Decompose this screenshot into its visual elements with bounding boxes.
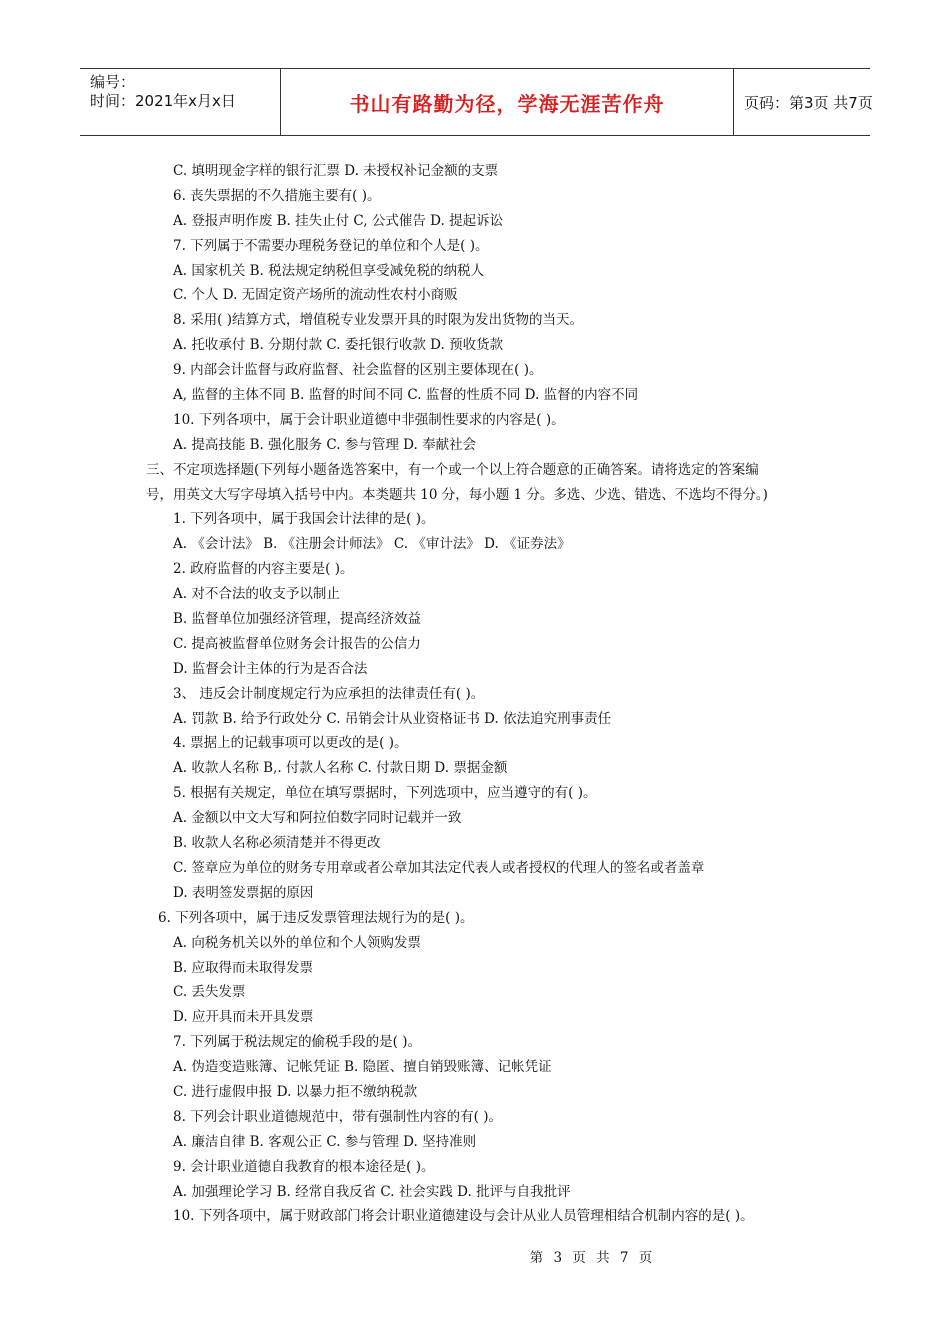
text-line: B. 应取得而未取得发票: [173, 959, 314, 976]
text-line: 1. 下列各项中，属于我国会计法律的是( )。: [173, 511, 435, 528]
text-line: C. 个人 D. 无固定资产场所的流动性农村小商贩: [173, 287, 458, 304]
text-line: A. 收款人名称 B,. 付款人名称 C. 付款日期 D. 票据金额: [173, 760, 508, 777]
text-line: 6. 下列各项中，属于违反发票管理法规行为的是( )。: [158, 909, 474, 926]
serial-number-label: 编号：: [90, 73, 136, 91]
text-line: 7. 下列属于税法规定的偷税手段的是( )。: [173, 1034, 421, 1051]
text-line: A. 向税务机关以外的单位和个人领购发票: [173, 934, 421, 951]
text-line: A. 加强理论学习 B. 经常自我反省 C. 社会实践 D. 批评与自我批评: [173, 1183, 571, 1200]
document-body: [0, 159, 950, 1229]
text-line: D. 监督会计主体的行为是否合法: [173, 660, 368, 677]
text-line: D. 表明签发票据的原因: [173, 884, 314, 901]
text-line: 9. 内部会计监督与政府监督、社会监督的区别主要体现在( )。: [173, 362, 543, 379]
text-line: 2. 政府监督的内容主要是( )。: [173, 561, 354, 578]
text-line: C. 进行虚假申报 D. 以暴力拒不缴纳税款: [173, 1083, 418, 1100]
text-line: C. 丢失发票: [173, 984, 246, 1001]
text-line: 7. 下列属于不需要办理税务登记的单位和个人是( )。: [173, 237, 489, 254]
text-line: 10. 下列各项中，属于会计职业道德中非强制性要求的内容是( )。: [173, 411, 565, 428]
text-line: B. 监督单位加强经济管理，提高经济效益: [173, 611, 422, 628]
text-line: C. 签章应为单位的财务专用章或者公章加其法定代表人或者授权的代理人的签名或者盖章: [173, 859, 705, 876]
text-line: 3、 违反会计制度规定行为应承担的法律责任有( )。: [173, 685, 485, 702]
text-line: 4. 票据上的记载事项可以更改的是( )。: [173, 735, 408, 752]
text-line: A, 监督的主体不同 B. 监督的时间不同 C. 监督的性质不同 D. 监督的内容不同: [173, 387, 639, 404]
header-info: [80, 69, 280, 135]
text-line: C. 填明现金字样的银行汇票 D. 未授权补记金额的支票: [173, 163, 499, 179]
text-line: A. 托收承付 B. 分期付款 C. 委托银行收款 D. 预收货款: [173, 337, 504, 354]
text-line: A. 提高技能 B. 强化服务 C. 参与管理 D. 奉献社会: [173, 436, 477, 453]
text-line: 10. 下列各项中，属于财政部门将会计职业道德建设与会计从业人员管理相结合机制内容的是( )。: [173, 1208, 754, 1225]
text-line: A. 金额以中文大写和阿拉伯数字同时记载并一致: [173, 810, 462, 827]
header-page-number: 页码：第3页 共7页: [744, 93, 873, 112]
text-line: 8. 下列会计职业道德规范中，带有强制性内容的有( )。: [173, 1108, 502, 1125]
text-line: C. 提高被监督单位财务会计报告的公信力: [173, 635, 421, 652]
text-line: A. 《会计法》 B. 《注册会计师法》 C. 《审计法》 D. 《证券法》: [173, 536, 571, 553]
text-line: A. 国家机关 B. 税法规定纳税但享受减免税的纳税人: [173, 262, 485, 279]
header-motto: 书山有路勤为径，学海无涯苦作舟: [280, 69, 734, 135]
page-footer: 第 3 页 共 7 页: [529, 1250, 656, 1266]
text-line: A. 廉洁自律 B. 客观公正 C. 参与管理 D. 坚持准则: [173, 1133, 477, 1150]
text-line: 9. 会计职业道德自我教育的根本途径是( )。: [173, 1158, 435, 1175]
page-header: [80, 68, 873, 136]
text-line: 号，用英文大写字母填入括号中内。本类题共 10 分，每小题 1 分。多选、少选、错选、不选均不得分。): [146, 486, 768, 503]
text-line: A. 对不合法的收支予以制止: [173, 586, 340, 603]
text-line: 6. 丧失票据的不久措施主要有( )。: [173, 187, 381, 204]
time-label: 时间：2021年x月x日: [90, 92, 236, 110]
text-line: 三、不定项选择题(下列每小题备选答案中，有一个或一个以上符合题意的正确答案。请将选定的答案编: [146, 461, 759, 478]
text-line: 5. 根据有关规定，单位在填写票据时，下列选项中，应当遵守的有( )。: [173, 785, 597, 802]
text-line: A. 登报声明作废 B. 挂失止付 C, 公式催告 D. 提起诉讼: [173, 212, 504, 229]
text-line: A. 罚款 B. 给予行政处分 C. 吊销会计从业资格证书 D. 依法追究刑事责任: [173, 710, 612, 727]
text-line: A. 伪造变造账簿、记帐凭证 B. 隐匿、擅自销毁账簿、记帐凭证: [173, 1059, 552, 1076]
text-line: B. 收款人名称必须清楚并不得更改: [173, 835, 381, 852]
text-line: 8. 采用( )结算方式，增值税专业发票开具的时限为发出货物的当天。: [173, 312, 583, 329]
text-line: D. 应开具而未开具发票: [173, 1009, 314, 1026]
